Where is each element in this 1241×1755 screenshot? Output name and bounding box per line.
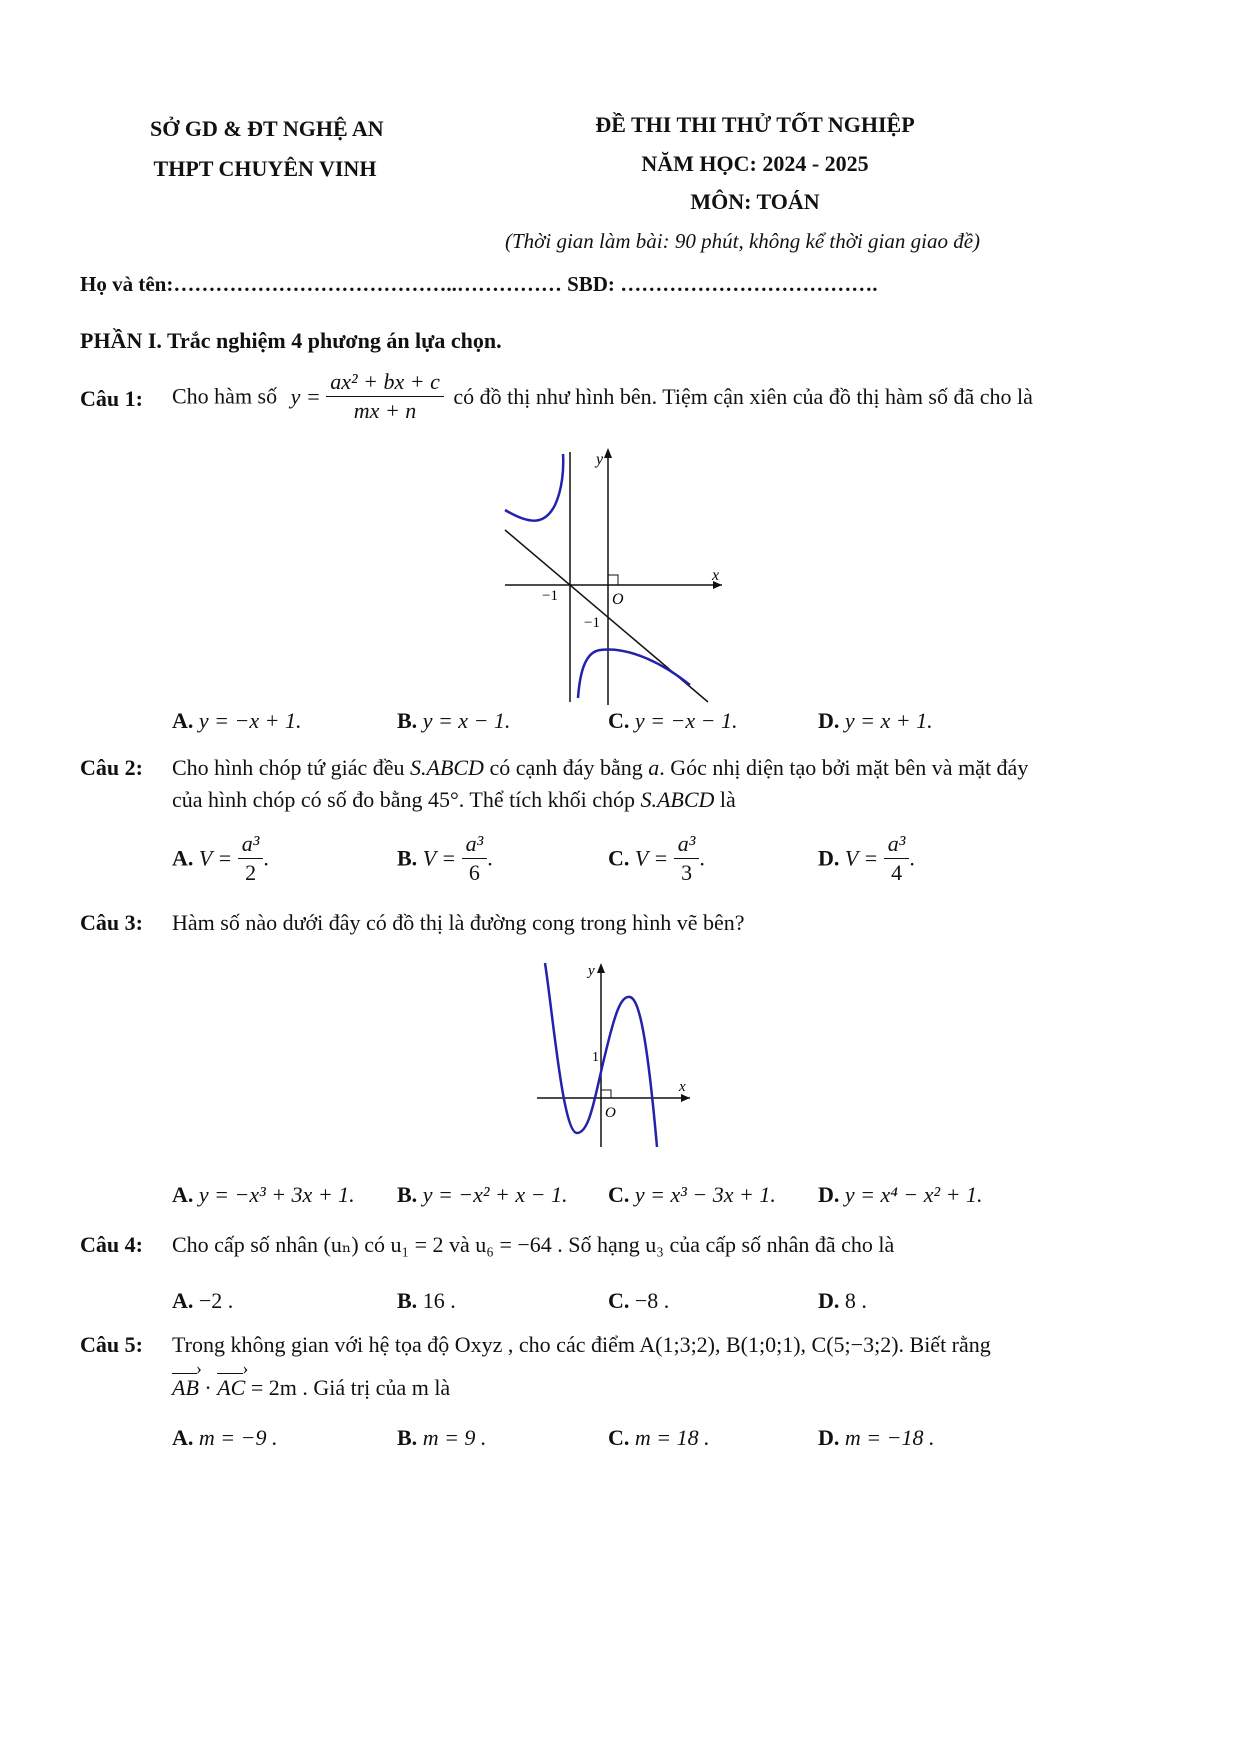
q1-x-tick-label: −1 xyxy=(542,588,558,604)
question-1-graph xyxy=(500,440,740,710)
q3-option-b[interactable]: B. y = −x² + x − 1. xyxy=(397,1182,568,1207)
q3-x-arrow-icon xyxy=(681,1094,690,1102)
q3-y-label: y xyxy=(588,963,595,979)
school-name: THPT CHUYÊN VINH xyxy=(153,156,377,181)
q1-origin-marker xyxy=(608,575,618,585)
q1-right-branch xyxy=(578,649,690,698)
q2-option-c[interactable]: C. V = $\frac{\text{a³}}{3}$ . xyxy=(608,831,705,885)
q1-y-label: y xyxy=(596,451,604,468)
q1-y-tick-label: −1 xyxy=(584,615,600,631)
question-2-label: Câu 2: xyxy=(80,755,143,780)
q3-option-d[interactable]: D. y = x⁴ − x² + 1. xyxy=(818,1182,983,1207)
question-5-line-2: AB › · AC › = 2m . Giá trị của m là xyxy=(172,1375,450,1401)
vector-ac: AC › xyxy=(217,1375,245,1401)
q3-x-label: x xyxy=(679,1079,686,1095)
time-note: (Thời gian làm bài: 90 phút, không kể thời gian giao đề) xyxy=(505,229,981,253)
question-3-label: Câu 3: xyxy=(80,910,143,935)
q4-option-c[interactable]: C. −8 . xyxy=(608,1288,670,1313)
school-department: SỞ GD & ĐT NGHỆ AN xyxy=(150,116,384,141)
section-title: PHẦN I. Trắc nghiệm 4 phương án lựa chọn. xyxy=(80,328,502,353)
q3-y-tick-label: 1 xyxy=(592,1050,599,1065)
question-4-label: Câu 4: xyxy=(80,1232,143,1257)
q1-origin-label: O xyxy=(612,591,624,608)
question-3-graph xyxy=(535,955,705,1155)
question-1-label: Câu 1: xyxy=(80,386,143,411)
q4-option-b[interactable]: B. 16 . xyxy=(397,1288,456,1313)
q1-option-d[interactable]: D. y = x + 1. xyxy=(818,708,933,733)
q2-option-d[interactable]: D. V = $\frac{\text{a³}}{4}$ . xyxy=(818,831,915,885)
question-5-label: Câu 5: xyxy=(80,1332,143,1357)
sbd-label: SBD: xyxy=(567,272,615,296)
q3-option-a[interactable]: A. y = −x³ + 3x + 1. xyxy=(172,1182,355,1207)
student-info-line xyxy=(80,272,877,297)
q1-fraction: $\frac{\text{ax² + bx + c}}{mx + n}$ xyxy=(326,368,444,425)
q1-left-branch xyxy=(505,454,563,521)
sbd-field[interactable]: ………………………………. xyxy=(620,272,878,296)
question-4-text: Cho cấp số nhân (uₙ) có u₁ = 2 và u₆ = −64 . Số hạng u₃ của cấp số nhân đã cho là xyxy=(172,1232,895,1257)
question-1-text: Cho hàm số y = $\frac{\text{ax² + bx + c}}{mx + n}$ có đồ thị như hình bên. Tiệm cận xiên của đồ thị hàm số đã cho là xyxy=(172,369,1033,423)
q1-y-arrow-icon xyxy=(604,448,612,458)
q5-option-b[interactable]: B. m = 9 . xyxy=(397,1425,487,1450)
exam-title: ĐỀ THI THI THỬ TỐT NGHIỆP xyxy=(595,112,915,137)
subject: MÔN: TOÁN xyxy=(690,189,820,214)
q1-option-a[interactable]: A. y = −x + 1. xyxy=(172,708,302,733)
q5-option-c[interactable]: C. m = 18 . xyxy=(608,1425,710,1450)
question-3-text: Hàm số nào dưới đây có đồ thị là đường cong trong hình vẽ bên? xyxy=(172,910,745,935)
q5-option-d[interactable]: D. m = −18 . xyxy=(818,1425,935,1450)
q3-origin-marker xyxy=(601,1090,611,1098)
question-2-line-1: Cho hình chóp tứ giác đều S.ABCD có cạnh đáy bằng a. Góc nhị diện tạo bởi mặt bên và mặt đáy xyxy=(172,755,1029,780)
q1-x-label: x xyxy=(712,567,720,584)
q5-option-a[interactable]: A. m = −9 . xyxy=(172,1425,278,1450)
school-year: NĂM HỌC: 2024 - 2025 xyxy=(641,151,869,176)
name-field[interactable]: …………………………………..…………… xyxy=(173,272,562,296)
vector-ab: AB › xyxy=(172,1375,199,1401)
question-2-line-2: của hình chóp có số đo bằng 45°. Thể tích khối chóp S.ABCD là xyxy=(172,787,736,812)
q1-option-c[interactable]: C. y = −x − 1. xyxy=(608,708,738,733)
q1-option-b[interactable]: B. y = x − 1. xyxy=(397,708,511,733)
q3-origin-label: O xyxy=(605,1105,616,1121)
name-label: Họ và tên: xyxy=(80,272,174,296)
q3-y-arrow-icon xyxy=(597,963,605,973)
q2-option-a[interactable]: A. V = $\frac{\text{a³}}{2}$ . xyxy=(172,831,269,885)
q3-option-c[interactable]: C. y = x³ − 3x + 1. xyxy=(608,1182,776,1207)
q2-option-b[interactable]: B. V = $\frac{\text{a³}}{6}$ . xyxy=(397,831,493,885)
q4-option-d[interactable]: D. 8 . xyxy=(818,1288,867,1313)
q4-option-a[interactable]: A. −2 . xyxy=(172,1288,234,1313)
question-5-line-1: Trong không gian với hệ tọa độ Oxyz , cho các điểm A(1;3;2), B(1;0;1), C(5;−3;2). Biết rằng xyxy=(172,1332,991,1357)
